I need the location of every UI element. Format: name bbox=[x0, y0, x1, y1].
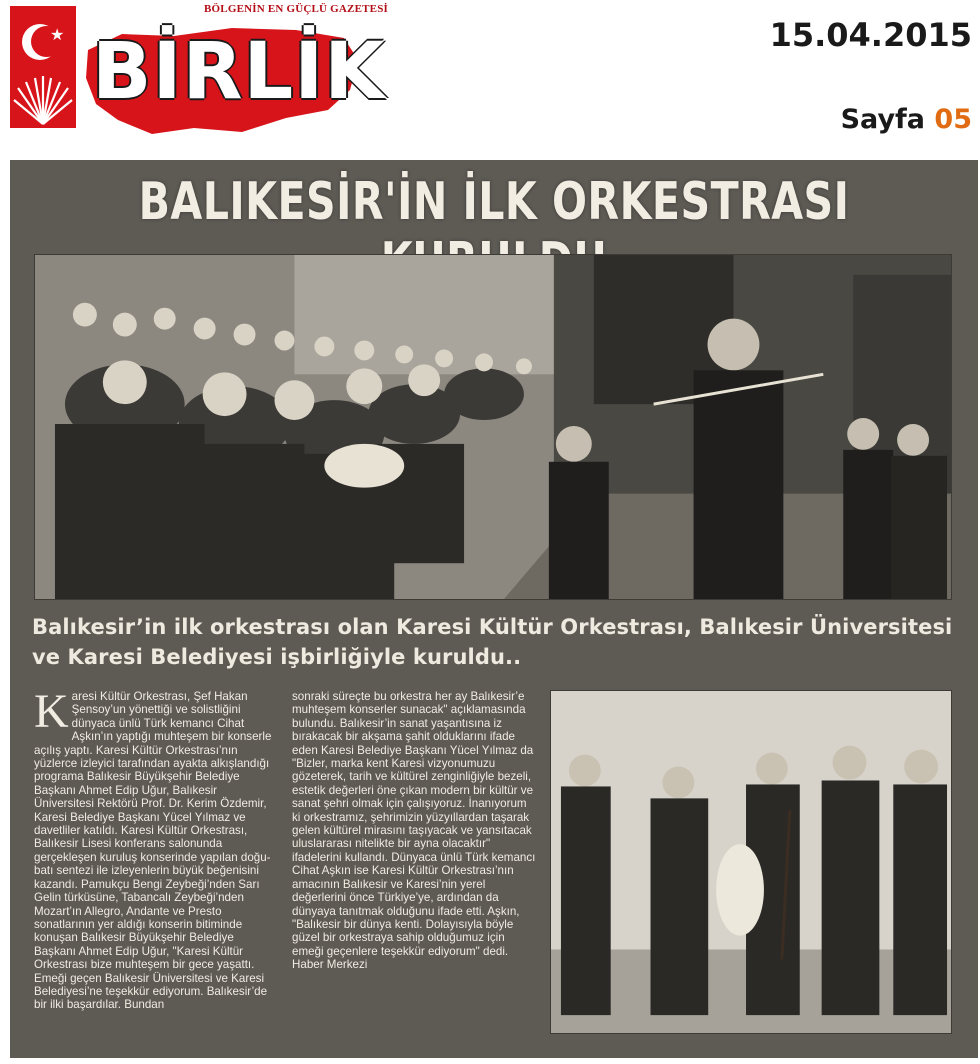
star-icon: ★ bbox=[50, 27, 65, 44]
concert-photo-image bbox=[35, 255, 951, 599]
dignitaries-photo-image bbox=[551, 691, 951, 1033]
newspaper-masthead bbox=[0, 0, 980, 158]
masthead-slogan: BÖLGENİN EN GÜÇLÜ GAZETESİ bbox=[204, 3, 388, 15]
article-subhead: Balıkesir’in ilk orkestrası olan Karesi Kültür Orkestrası, Balıkesir Üniversitesi ve Karesi Belediyesi işbirliğiyle kuruldu.. bbox=[32, 615, 953, 669]
page-prefix: Sayfa bbox=[840, 104, 926, 135]
article-text-left: aresi Kültür Orkestrası, Şef Hakan Şensoy’un yönettiği ve solistliğini dünyaca ünlü Türk kemancı Cihat Aşkın’ın yaptığı muhteşem bir konserle açılış yaptı. Karesi Kültür Orkestrası’nın yüzlerce izleyici tarafından ayakta alkışlandığı programa Balıkesir Büyükşehir Belediye Başkanı Ahmet Edip Uğur, Balıkesir Üniversitesi Rektörü Prof. Dr. Kerim Özdemir, Karesi Belediye Başkanı Yücel Yılmaz ve davetliler katıldı. Karesi Kültür Orkestrası, Balıkesir Lisesi konferans salonunda gerçekleşen kuruluş konserinde yapılan doğu-batı sentezi ile izleyenlerin büyük beğenisini kazandı. Pamukçu Bengi Zeybeği’nden Sarı Gelin türküsüne, Tabancalı Zeybeği’nden Mozart’ın Allegro, Andante ve Presto sonatlarının yer aldığı konserin bitiminde konuşan Balıkesir Büyükşehir Belediye Başkanı Ahmet Edip Uğur, "Karesi Kültür Orkestrası bize muhteşem bir gece yaşattı. Emeği geçen Balıkesir Üniversitesi ve Karesi Belediyesi’ne teşekkür ediyorum. Balıkesir’de bir ilki başardılar. Bundan bbox=[34, 690, 272, 1012]
article-text-middle: sonraki süreçte bu orkestra her ay Balıkesir’e muhteşem konserler sunacak" açıklamasında bulundu. Balıkesir’in sanat yaşantısına iz bırakacak bir akşama şahit olduklarını ifade eden Karesi Belediye Başkanı Yücel Yılmaz da "Bizler, marka kent Karesi vizyonumuzu gözeterek, tarih ve kültürel zenginliğiyle bezeli, estetik değerleri öne çıkan modern bir kültür ve sanat şehri olmak için çalışıyoruz. İnanıyorum ki orkestramız, şehrimizin yüzyıllardan taşarak gelen kültürel mirasını taşıyacak ve yansıtacak uluslararası nitelikte bir ayna olacaktır" ifadelerini kullandı. Dünyaca ünlü Türk kemancı Cihat Aşkın ise Karesi Kültür Orkestrası’nın amacının Balıkesir ve Karesi’nin yerel değerlerini önce Türkiye’ye, ardından da dünyaya tanıtmak olduğunu ifade etti. Aşkın, "Balıkesir bir dünya kenti. Dolayısıyla böyle güzel bir orkestraya sahip olduğumuz için emeği geçenlere teşekkür ediyorum" dedi. bbox=[292, 690, 536, 958]
dignitaries-photo bbox=[550, 690, 952, 1034]
drop-cap: K bbox=[34, 685, 69, 738]
masthead-name: BİRLİK bbox=[92, 27, 386, 117]
concert-photo bbox=[34, 254, 952, 600]
sunburst-icon bbox=[10, 70, 76, 128]
article-byline: Haber Merkezi bbox=[292, 958, 368, 972]
article-column-middle bbox=[292, 690, 538, 972]
article-column-left bbox=[34, 685, 278, 1012]
article-headline: BALIKESİR'İN İLK ORKESTRASI bbox=[138, 172, 850, 232]
issue-date: 15.04.2015 bbox=[769, 16, 972, 54]
article-clipping bbox=[10, 160, 978, 1058]
page-number: 05 bbox=[934, 104, 972, 135]
flag-logo-icon bbox=[10, 6, 76, 128]
page-label bbox=[841, 104, 972, 135]
